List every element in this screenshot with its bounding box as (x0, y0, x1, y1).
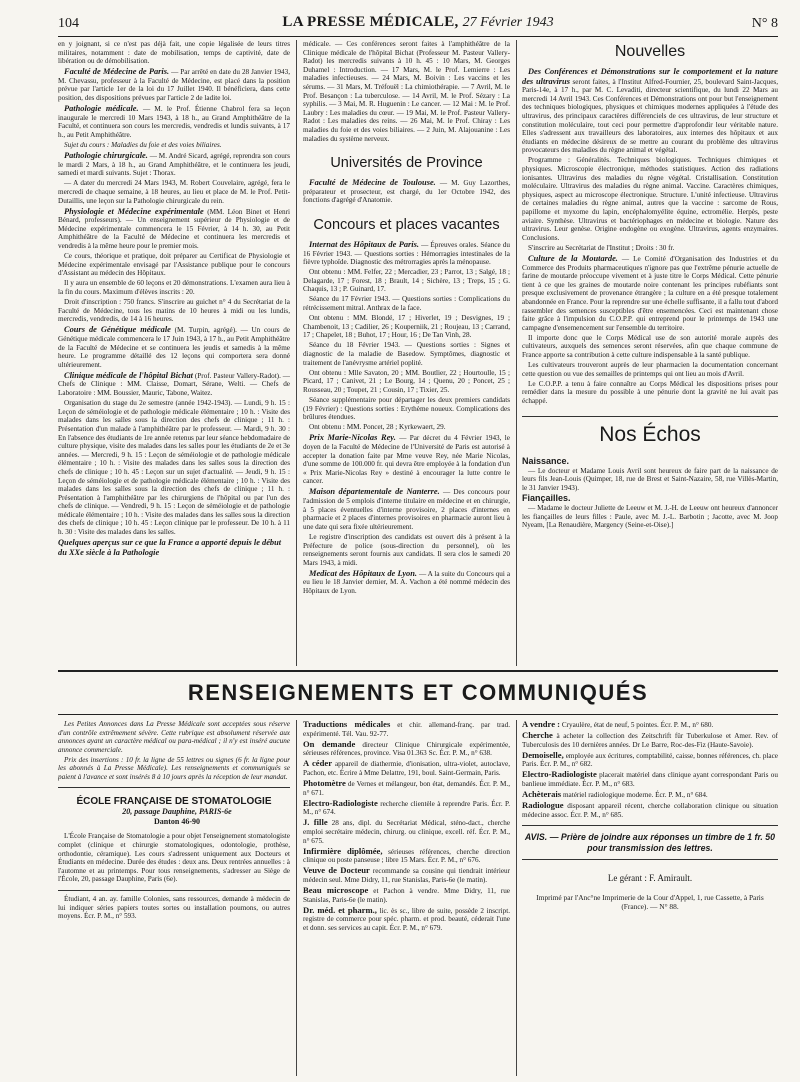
internat-obtenu-3: Ont obtenu : Mlle Savaton, 20 ; MM. Boutlier, 22 ; Hourtoulle, 15 ; Picard, 17 ; Canivet, 21 ; Le Bourg, 14 ; Quenu, 20 ; Poncet, 25 ; Rousseau, 20 ; Toupet, 21 ; Cousin, 17 ; Tixier, 25. (303, 368, 510, 394)
moutarde-item: Culture de la Moutarde. — Le Comité d'Organisation des Industries et du Commerce des Produits pharmaceutiques n'ignore pas que l'extrême pénurie actuelle de farine de moutarde préoccupe vivement et à juste titre le Corps Médical. Cette pénurie tient à ce que les graines de moutarde noire contenant les principes rubéfiants sont presque exclusivement de provenance étrangère ; la culture en a été presque totalement abandonnée en France. Pour la reprendre sur une échelle suffisante, il a fallu tout d'abord rassembler des semences susceptibles d'être ensemencées. Ceci est maintenant chose faite grâce à l'impulsion du C.O.P.P. qui entreprend pour le printemps de 1943 une campagne d'ensemencement sur l'ensemble du territoire. (522, 253, 778, 332)
classified-ad-body: recommande sa cousine qui tiendrait intérieur médecin seul. Mme Didry, 11, rue Stanislas, Paris-6e (le matin). (303, 867, 510, 884)
etudiant-ad: Étudiant, 4 an. ay. famille Colonies, sans ressources, demande à médecin de lui indiquer séries papiers toutes sortes ou installation poumons, ou autres moyens. Écr. P. M., n° 593. (58, 894, 290, 921)
classified-ad (303, 847, 510, 865)
ecole-body: L'École Française de Stomatologie a pour objet l'enseignement stomatologiste complet (clinique et chirurgie stomatologiques, odontologie, prothèse, orthodontie, céramique). Les cours s'adressent uniquement aux Docteurs et Étudiants en médecine. Durée des études : deux ans. Deux rentrées annuelles : à l'automne et au printemps. Pour tous renseignements, s'adresser au Siège de l'École, 20, passage Dauphine, Paris (6e). (58, 832, 290, 884)
issue-date: 27 Février 1943 (462, 15, 554, 30)
physio-item-2: Ce cours, théorique et pratique, doit préparer au Certificat de Physiologie et Médecine expérimentale envisagé par l'Assistance publique pour le concours d'Assistant au médecin des Hôpitaux. (58, 252, 290, 278)
bichat-item: Clinique médicale de l'hôpital Bichat (Prof. Pasteur Vallery-Radot). — Chefs de Clinique : MM. Claisse, Domart, Sérane, Welti. — Chefs de Laboratoire : MM. Boussier, Mauric, Tabone, Waitez. (58, 370, 290, 398)
classified-ad (303, 866, 510, 884)
column-divider-2 (516, 40, 517, 666)
classified-ad (522, 720, 778, 730)
moutarde-item-3: Les cultivateurs trouveront auprès de leur pharmacien la documentation concernant cette question ou vue des semailles de printemps qui ont lieu au mois d'Avril. (522, 361, 778, 378)
annonces-prix: Prix des insertions : 10 fr. la ligne de 55 lettres ou signes (6 fr. la ligne pour les abonnés à La Presse Médicale). Les renseignements et communiqués se paient à l'avance et sont insérés 8 à 10 jours après la réception de leur mandat. (58, 755, 290, 782)
classified-ad-body: lic. ès sc., libre de suite, possède 2 inscript. registre de commerce pour spéc. pharm. et prod. beauté, céderait l'une et donn. ses services au capit. Écr. P. M., n° 679. (303, 906, 510, 932)
gerant-rule (522, 859, 778, 860)
internat-obtenu-2: Ont obtenu : MM. Blondé, 17 ; Hiverlet, 19 ; Desvignes, 19 ; Chambenoit, 13 ; Cadilier, 26 ; Kouperniik, 21 ; Roujeau, 13 ; Carrand, 17 ; Chapelet, 18 ; Buhot, 17 ; Hour, 16 ; De Tan Vinh, 28. (303, 314, 510, 340)
faculte-item: Faculté de Médecine de Paris. — Par arrêté en date du 28 Janvier 1943, M. Chevassu, professeur à la Faculté de Médecine, est placé dans la position prévue par l'article 1er de la loi du 17 Juillet 1940. Il bénéficiera, dans cette position, des dispositions prévues par l'article 2 de ladite loi. (58, 67, 290, 103)
rens-column-3 (522, 720, 778, 1076)
rens-divider-1 (296, 720, 297, 1076)
classified-ad (522, 751, 778, 769)
path-chir-item-2: — A dater du mercredi 24 Mars 1943, M. Robert Couvelaire, agrégé, fera le mercredi de chaque semaine, à 18 heures, au lieu et place de M. le Prof. Petit-Dutaillis, une leçon sur la Pathologie chirurgicale du rein. (58, 179, 290, 205)
classified-ad (303, 779, 510, 797)
internat-supp: Séance supplémentaire pour départager les deux premiers candidats (19 Février) : Questions sorties : Erythème noueux. Complications des brûlures étendues. (303, 396, 510, 422)
classified-ad-body: disposant appareil récent, cherche collaboration clinique ou situation médecine assoc. Écr. P. M., n° 685. (522, 802, 778, 819)
column-divider-1 (296, 40, 297, 666)
classified-ad-title: Achèterais (522, 789, 562, 800)
classified-ad-title: Beau microscope (303, 885, 369, 896)
classified-ad-body: à acheter la collection des Zeitschrift für Tuberkulose et Amer. Rev. of Tuberculosis des 10 dernières années. Dr Le Barre, Roc-des-Fiz (Haute-Savoie). (522, 732, 778, 749)
rens-column-3-ads (522, 720, 778, 819)
classified-ad-title: Demoiselle, (522, 749, 564, 760)
classified-ad-body: 28 ans, dipl. du Secrétariat Médical, sténo-dact., cherche emploi secrétaire médecin, chirurg. ou clinique, excell. réf. Écr. P. M., n° 675. (303, 819, 510, 845)
moutarde-item-2: Il importe donc que le Corps Médical use de son autorité morale auprès des cultivateurs, auxquels des semences seront réservées, afin que chaque commune de France apporte sa contribution à cette culture indispensable à la santé publique. (522, 333, 778, 359)
nanterre-item: Maison départementale de Nanterre. — Des concours pour l'admission de 5 emplois d'interne titulaire en médecine et en chirurgie, à 5 places éventuelles d'interne provisoire, 2 places d'internes en pharmacie et 2 places d'internes provisoires en pharmacie auront lieu à une date qui sera fixée ultérieurement. (303, 487, 510, 531)
classified-ad (303, 906, 510, 933)
classified-ad-title: On demande (303, 738, 356, 749)
path-med-sujet: Sujet du cours : Maladies du foie et des voies biliaires. (64, 141, 222, 150)
ecole-title: ÉCOLE FRANÇAISE DE STOMATOLOGIE (76, 795, 272, 807)
intro-text: en y joignant, si ce n'est pas déjà fait, une copie légalisée de leurs titres militaires, notamment : date de mobilisation, temps de captivité, date de libération ou de démobilisation. (58, 40, 290, 66)
toulouse-item: Faculté de Médecine de Toulouse. — M. Guy Lazorthes, préparateur et prosecteur, est chargé, du 1er Octobre 1942, des fonctions d'agrégé d'Anatomie. (303, 178, 510, 205)
classified-ad (522, 790, 778, 800)
annonces-note: Les Petites Annonces dans La Presse Médicale sont acceptées sous réserve d'un contrôle extrêmement sévère. Cette rubrique est absolument réservée aux annonces ayant un caractère médical ou para-médical ; il n'y est inséré aucune annonce commerciale. (58, 720, 290, 754)
classified-ad-title: Radiologue (522, 800, 564, 811)
classified-ad-body: et chir. allemand-franç. par trad. expérimenté. Tél. Vau. 92-77. (303, 721, 510, 738)
rens-divider-2 (516, 720, 517, 1076)
classified-ad-body: appareil de diathermie, d'ionisation, ultra-violet, autoclave, Pachon, etc. Écrire à Mme Delattre, 191, boul. Saint-Germain, Paris. (303, 760, 510, 777)
universites-heading: Universités de Province (330, 155, 483, 172)
fiancailles-heading: Fiançailles. (522, 492, 571, 503)
classified-ad (303, 818, 510, 845)
imprimeur-line: Imprimé par l'Anc°ne Imprimerie de la Cour d'Appel, 1, rue Cassette, à Paris (France). — N° 88. (536, 893, 764, 912)
classified-ad-title: J. fille (303, 817, 328, 828)
classified-ad-title: Dr. méd. et pharm., (303, 904, 377, 915)
nanterre-item-2: Le registre d'inscription des candidats est ouvert dès à présent à la Préfecture de police (sous-direction du personnel), où les renseignements seront fournis aux candidats. Il sera clos le samedi 20 Mars 1943, à midi. (303, 532, 510, 567)
classified-ad-title: Infirmière diplômée, (303, 845, 383, 856)
classified-ad-body: Cryaulère, état de neuf, 5 pointes. Écr. P. M., n° 680. (561, 721, 714, 729)
classified-ad-body: employée aux écritures, comptabilité, caisse, bonnes références, ch. place Paris. Écr. P. M., n° 682. (522, 751, 778, 769)
moutarde-item-4: Le C.O.P.P. a tenu à faire connaître au Corps Médical les dispositions prises pour remédier dans la mesure du possible à une pénurie dont la gravité ne lui avait pas échappé. (522, 379, 778, 405)
rens-column-2 (303, 720, 510, 1076)
internat-supp-2: Ont obtenu : MM. Poncet, 28 ; Kyrkewaert, 29. (309, 423, 446, 432)
internat-seance-2: Séance du 17 Février 1943. — Questions sorties : Complications du rétrécissement mitral. Anthrax de la face. (303, 295, 510, 313)
ecole-address: 20, passage Dauphine, PARIS-6e (122, 806, 232, 816)
classified-ad (303, 720, 510, 738)
classified-ad-title: Veuve de Docteur (303, 865, 370, 876)
internat-item: Internat des Hôpitaux de Paris. — Épreuves orales. Séance du 16 Février 1943. — Questions sorties : Hémorragies intestinales de la fièvre typhoïde. Diagnostic des métrorragies après la ménopause. (303, 239, 510, 267)
echos-heading: Nos Échos (522, 416, 778, 447)
classified-ad (522, 801, 778, 819)
classified-ad-title: Electro-Radiologiste (303, 797, 378, 808)
path-chir-item: Pathologie chirurgicale. — M. André Sicard, agrégé, reprendra son cours le mardi 2 Mars, à 18 h., au Grand Amphithéâtre, et le continuera les jeudi, samedi et mardi suivants. Sujet : Thorax. (58, 151, 290, 178)
ultravirus-programme: Programme : Généralités. Techniques biologiques. Techniques chimiques et physiques. Microscopie électronique, méthodes statistiques. Action des radiations ionisantes. Ultravirus des maladies du règne végétal. Cristallisation. Constitution moléculaire. Ultravirus des maladies du règne animal. Vaccine. Caractères chimiques, physiques, aspect au microscope électronique. Structure. L'unité infectieuse. Ultravirus de certaines maladies du règne animal, autres que la vaccine : sarcome de Rous, papillome et myxome du lapin, encéphalomyélite équine, ectromélie. Herpès, peste aviaire. Synthèse. Ultravirus et bactériophages en médecine et biologie. Nature des ultravirus. Leur genèse. Origine endogène ou exogène. Ultravirus, agents enzymaires. Conclusions. (522, 156, 778, 242)
avis-notice: AVIS. — Prière de joindre aux réponses un timbre de 1 fr. 50 pour transmission des lettres. (524, 832, 776, 853)
ecole-phone: Danton 46-90 (153, 816, 200, 826)
gerant-line: Le gérant : F. Amirault. (607, 873, 693, 884)
page-header (58, 14, 778, 36)
classified-ad-title: A céder (303, 758, 333, 769)
physio-item-4: Droit d'inscription : 750 francs. S'inscrire au guichet n° 4 du Secrétariat de la Faculté de Médecine, tous les matins de 10 heures à midi ou les lundis, mercredis, vendredis, de 14 à 16 heures. (58, 298, 290, 324)
classified-ad-body: et Pachon à vendre. Mme Didry, 11, rue Stanislas, Paris-6e (le matin). (303, 887, 510, 904)
classified-ad-title: Photomètre (303, 778, 346, 789)
classified-ad-body: recherche clientèle à reprendre Paris. Écr. P. M., n° 674. (303, 799, 510, 817)
classified-ad (303, 759, 510, 777)
ecole-rule (58, 787, 290, 788)
classified-ad (522, 770, 778, 788)
bichat-stage: Organisation du stage du 2e semestre (année 1942-1943). — Lundi, 9 h. 15 : Leçon de séméiologie et de pathologie médicale élémentaire ; 10 h. : Visite des malades dans les salles sous la direction des chefs de clinique ; 11 h. : Présentation d'un malade à l'amphithéâtre par le professeur. — Mardi, 9 h. 30 : En l'absence des étudiants de 1re année retenus par leur séance hebdomadaire de culture physique, visite des malades dans les salles pour les étudiants de 2e et 3e années. — Mercredi, 9 h. 15 : Leçon de séméiologie et de pathologie médicale élémentaire ; 10 h. : Visite des malades dans les salles sous la direction des chefs de clinique ; 10 h. 45 : Leçon sur un sujet d'actualité. — Jeudi, 9 h. 15 : Leçon de séméiologie et de pathologie médicale élémentaire ; 10 h. : Visite des malades dans les salles sous la direction des chefs de clinique ; 11 h. : Présentation à l'amphithéâtre par les chirurgiens de l'hôpital ou par l'un des chefs de clinique. — Vendredi, 9 h. 15 : Leçon de séméiologie et de pathologie médicale élémentaire ; 10 h. : Visite des malades dans les salles sous la direction des chefs de clinique ; 10 h. 45 : Leçon clinique par le professeur. De 10 h. à 11 h. 30 : Visite des malades dans les salles. (58, 399, 290, 537)
physio-item-3: Il y aura un ensemble de 60 leçons et 20 démonstrations. L'examen aura lieu à la fin du cours. Maximum d'élèves inscrits : 20. (58, 279, 290, 297)
classified-ad-body: placerait matériel dans clinique ayant correspondant Paris ou banlieue immédiate. Écr. P. M., n° 683. (522, 771, 778, 789)
concours-heading: Concours et places vacantes (313, 216, 500, 233)
issue-number: N° 8 (751, 16, 778, 31)
classified-ad-title: Cherche (522, 730, 553, 741)
column-2 (303, 40, 510, 666)
page-number: 104 (58, 16, 79, 31)
naissance-item: — Le docteur et Madame Louis Avril sont heureux de faire part de la naissance de leurs fils Jean-Louis (Quimper, 18, rue de Brest et Saint-Nazaire, 58, rue Villès-Martin, le 31 Janvier 1943). (522, 466, 778, 492)
naissance-heading: Naissance. (522, 455, 570, 466)
classified-ad-title: Traductions médicales (303, 720, 391, 729)
classified-ad-body: matériel radiologique moderne. Écr. P. M., n° 684. (562, 791, 708, 800)
journal-name: LA PRESSE MÉDICALE, (282, 14, 459, 30)
banner-rule-top (58, 670, 778, 672)
journal-title (58, 14, 778, 31)
classified-ad-body: sérieuses références, cherche direction clinique ou poste panseuse ; libre 15 Mars. Écr. P. M., n° 676. (303, 847, 510, 865)
classified-ad-body: de Vernes et mélangeur, bon état, demandés. Écr. P. M., n° 671. (303, 780, 510, 797)
classified-ad-body: directeur Clinique Chirurgicale expérimentée, sérieuses références, province. Visa 01.363 Sc. Écr. P. M., n° 638. (303, 740, 510, 758)
classified-ad (522, 731, 778, 749)
lyon-item: Medicat des Hôpitaux de Lyon. — A la suite du Concours qui a eu lieu le 18 Janvier dernier, M. A. Vachon a été nommé médecin des Hôpitaux de Lyon. (303, 568, 510, 595)
ultravirus-inscription: S'inscrire au Secrétariat de l'Institut ; Droits : 30 fr. (528, 243, 675, 252)
internat-obtenu-1: Ont obtenu : MM. Felfer, 22 ; Mercadier, 23 ; Parrot, 13 ; Salgé, 18 ; Delagarde, 17 ; Forest, 18 ; Brault, 14 ; Sichère, 13 ; Treps, 15 ; G. Chaquis, 13 ; P. Guinard, 17. (303, 268, 510, 294)
path-med-item: Pathologie médicale. — M. le Prof. Étienne Chabrol fera sa leçon inaugurale le mercredi 10 Mars 1943, à 18 h., au Grand Amphithéâtre de la Faculté, et continuera son cours les mercredis, vendredis et lundis suivants, à 17 h., au Petit Amphithéâtre. (58, 104, 290, 139)
classified-ad-title: A vendre : (522, 720, 561, 729)
genetique-item: Cours de Génétique médicale (M. Turpin, agrégé). — Un cours de Génétique médicale commencera le 17 Juin 1943, à 17 h., au Petit Amphithéâtre de la Faculté de Médecine et se continuera les jeudis et samedis à la même heure. Le programme détaillé des 12 leçons qui comportera sera donné ultérieurement. (58, 325, 290, 369)
renseignements-banner: RENSEIGNEMENTS ET COMMUNIQUÉS (187, 680, 649, 705)
internat-seance-3: Séance du 18 Février 1943. — Questions sorties : Signes et diagnostic de la maladie de Basedow. Symptômes, diagnostic et traitement de l'anévrysme artériel poplité. (303, 341, 510, 367)
classified-ad-title: Electro-Radiologiste (522, 769, 597, 780)
classified-ad (303, 886, 510, 904)
etudiant-rule (58, 890, 290, 891)
fiancailles-item: — Madame le docteur Juliette de Leeuw et M. J.-H. de Leeuw ont heureux d'annoncer les fiançailles de leurs filles : Paule, avec M. J.-L. Barbotin ; Jacotte, avec M. Joop Nyeam, [La Renaudière, Margency (Seine-et-Oise).] (522, 504, 778, 530)
quelques-apercus: Quelques aperçus sur ce que la France a apporté depuis le début du XXe siècle à la Pathologie (58, 538, 282, 557)
rens-column-1 (58, 720, 290, 1076)
column-3 (522, 40, 778, 666)
physio-item: Physiologie et Médecine expérimentale (MM. Léon Binet et Henri Bénard, professeurs). — Un enseignement supérieur de Physiologie et de Médecine expérimentale commencera le 15 Février, à 14 h. 30, au Petit Amphithéâtre de la Faculté de Médecine et continuera les mercredis et vendredis à la même heure pour le premier mois. (58, 206, 290, 251)
classified-ad (303, 799, 510, 817)
header-rule (58, 36, 778, 37)
nouvelles-heading: Nouvelles (614, 43, 686, 60)
ultravirus-item: Des Conférences et Démonstrations sur le comportement et la nature des ultravirus seront faites, à l'Institut Alfred-Fournier, 25, boulevard Saint-Jacques, Paris-14e, à 17 h., par M. C. Levaditi, directeur scientifique, du lundi 22 Mars au mercredi 14 Avril 1943. Ces Conférences et Démonstrations ont pour but l'enseignement des techniques biologiques, physiques et chimiques modernes appliquées à l'étude des ultravirus, des principaux caractères différenciels de ces ultravirus, de leur structure et constitution moléculaire, tout ceci pour permettre d'approfondir leur véritable nature. Elles s'adressent aux travailleurs des laboratoires, aux internes des hôpitaux et aux étudiants en médecine désireux de se mettre au courant du problème des ultravirus provocateurs des maladies du règne animal et végétal. (522, 67, 778, 155)
rey-item: Prix Marie-Nicolas Rey. — Par décret du 4 Février 1943, le doyen de la Faculté de Médecine de l'Université de Paris est autorisé à accepter la donation faite par Mme veuve Rey, née Marie Nicolas, d'une somme de 100.000 fr. qui devra être employée à la fondation d'un « Prix Marie-Nicolas Rey » destiné à encourager la lutte contre le cancer. (303, 433, 510, 486)
classified-ad (303, 740, 510, 758)
avis-rule (522, 825, 778, 826)
column-1 (58, 40, 290, 666)
medicale-conferences: médicale. — Ces conférences seront faites à l'amphithéâtre de la Clinique médicale de l'hôpital Bichat (Professeur M. Pasteur Vallery-Radot) les mercredis suivants à 10 h. 45 : 10 Mars, M. Georges Duhamel : Introduction. — 17 Mars, M. le Prof. Lemierre : Les maladies infectieuses. — 24 Mars, M. Boivin : Les vaccins et les sérums. — 31 Mars, M. Tréfouël : La chimiothérapie. — 7 Avril, M. le Prof. Besançon : La tuberculose. — 14 Avril, M. le Prof. Sézary : La syphilis. — 3 Mai, M. R. Huguenin : Le cancer. — 12 Mai : M. le Prof. Laubry : Les maladies du cœur. — 19 Mai, M. le Prof. Pasteur Vallery-Radot : Les maladies des reins. — 26 Mai, M. le Prof. Chiray : Les maladies du foie et des voies biliaires. — 2 Juin, M. Alajouanine : Les maladies du système nerveux. (303, 40, 510, 143)
banner-rule-bottom (58, 714, 778, 715)
